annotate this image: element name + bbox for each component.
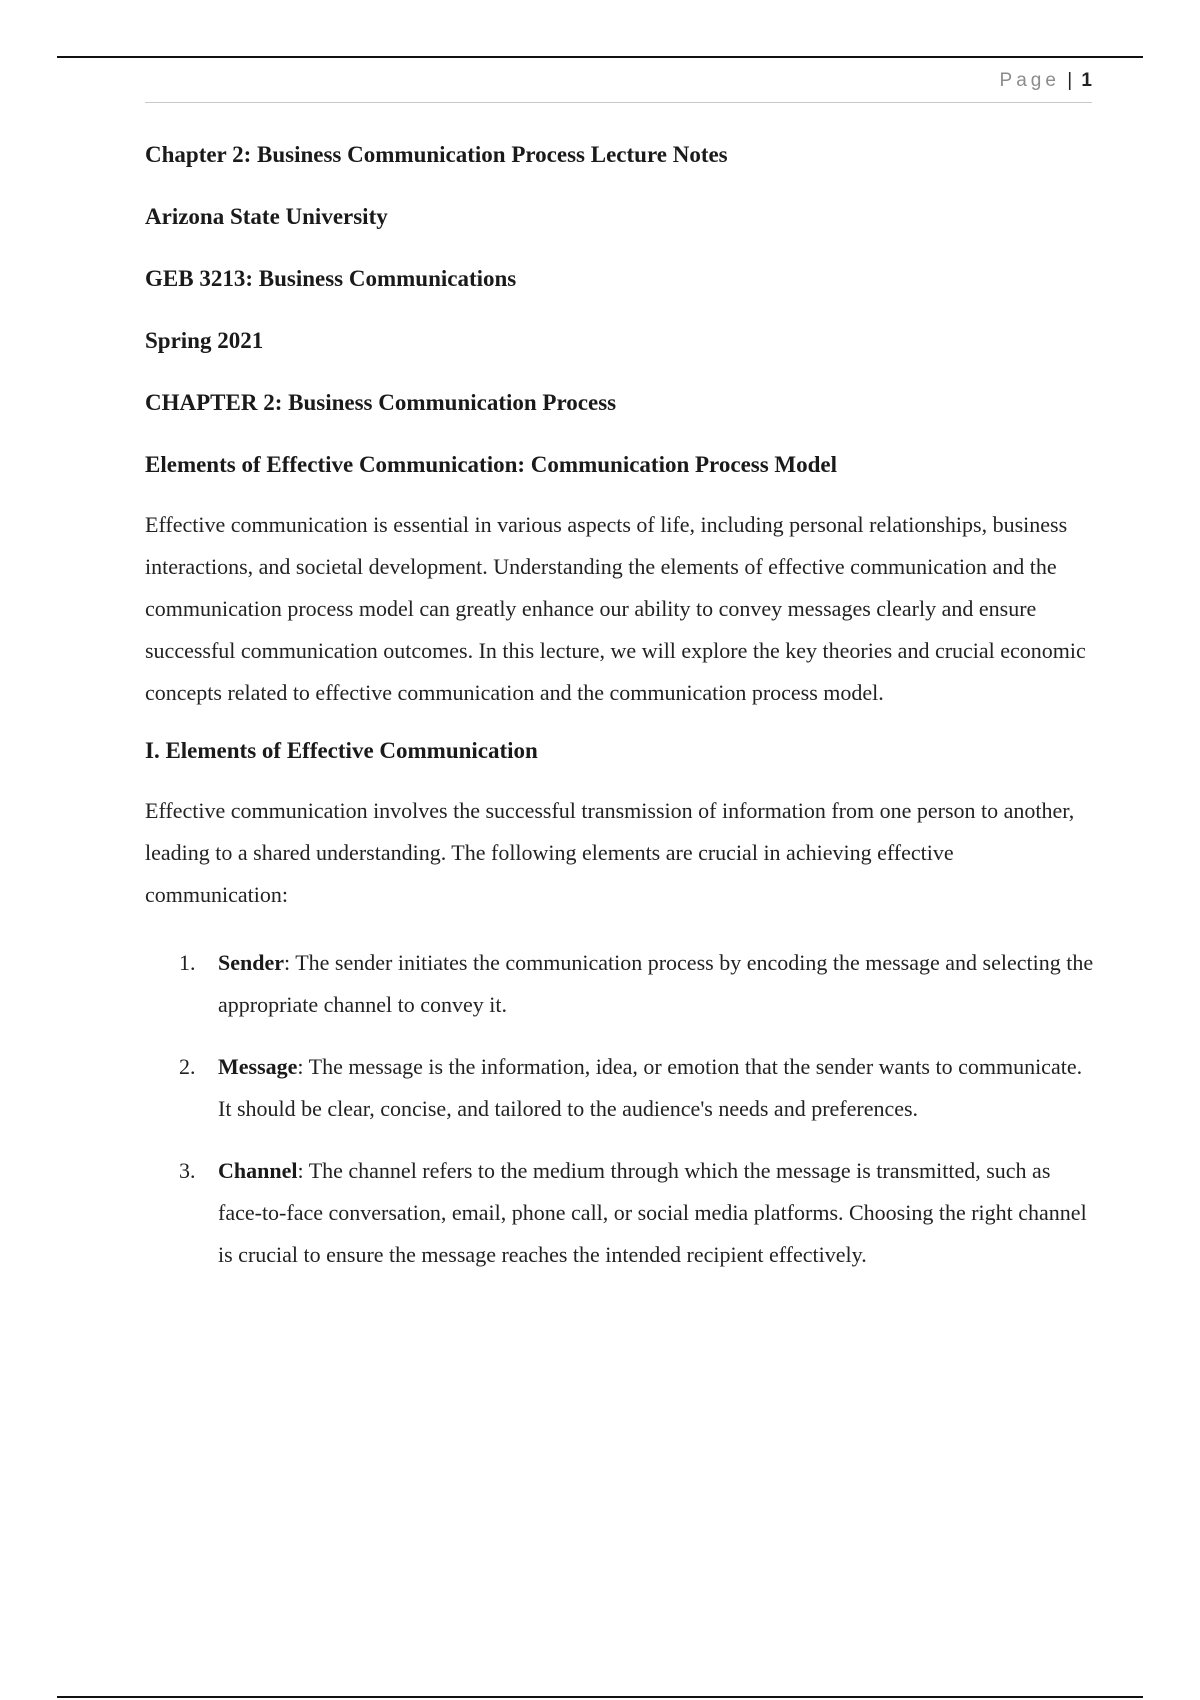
list-item-description: : The message is the information, idea, or emotion that the sender wants to communicate. It should be clear, concise, and tailored to the audience's needs and preferences. <box>218 1054 1083 1121</box>
list-item <box>145 1150 1095 1276</box>
page-header <box>145 70 1092 103</box>
bottom-border-rule <box>57 1696 1143 1698</box>
page-separator: | <box>1067 70 1073 91</box>
subsection-heading: I. Elements of Effective Communication <box>145 738 538 763</box>
document-title: Chapter 2: Business Communication Process Lecture Notes <box>145 142 728 167</box>
page-number: 1 <box>1081 70 1092 91</box>
list-item <box>145 1046 1095 1130</box>
list-item-description: : The channel refers to the medium through which the message is transmitted, such as face-to-face conversation, email, phone call, or social media platforms. Choosing the right channel is crucial to ensure the message reaches the intended recipient effectively. <box>218 1158 1087 1267</box>
list-item <box>145 942 1095 1026</box>
list-item-number: 1. <box>179 950 196 975</box>
course-name: GEB 3213: Business Communications <box>145 266 517 291</box>
list-item-number: 3. <box>179 1158 196 1183</box>
list-item-term: Channel <box>218 1158 298 1183</box>
top-border-rule <box>57 56 1143 58</box>
page-label: Page <box>999 70 1060 91</box>
section-heading: Elements of Effective Communication: Communication Process Model <box>145 452 838 477</box>
intro-paragraph: Effective communication is essential in various aspects of life, including personal relationships, business interactions, and societal development. Understanding the elements of effective communication and the communication process model can greatly enhance our ability to convey messages clearly and ensure successful communication outcomes. In this lecture, we will explore the key theories and crucial economic concepts related to effective communication and the communication process model. <box>145 512 1086 705</box>
document-body <box>145 140 1095 1296</box>
term-label: Spring 2021 <box>145 328 264 353</box>
list-item-term: Sender <box>218 950 284 975</box>
list-item-description: : The sender initiates the communication process by encoding the message and selecting the appropriate channel to convey it. <box>218 950 1094 1017</box>
elements-list <box>145 942 1095 1276</box>
university-name: Arizona State University <box>145 204 388 229</box>
subsection-intro-paragraph: Effective communication involves the successful transmission of information from one person to another, leading to a shared understanding. The following elements are crucial in achieving effective communication: <box>145 798 1075 907</box>
list-item-number: 2. <box>179 1054 196 1079</box>
chapter-heading: CHAPTER 2: Business Communication Process <box>145 390 617 415</box>
list-item-term: Message <box>218 1054 298 1079</box>
